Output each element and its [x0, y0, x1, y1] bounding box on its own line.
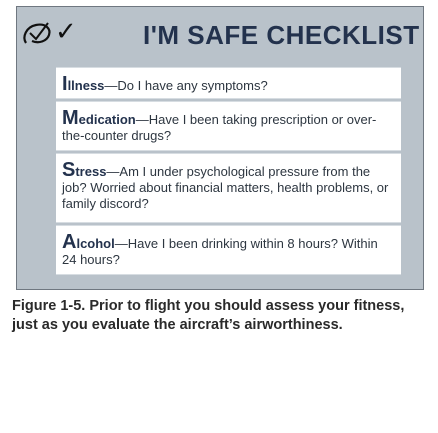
item-letter: A — [62, 231, 77, 253]
figure-caption: Figure 1-5. Prior to flight you should assess your fitness, just as you evaluate the aircraft’s airworthiness. — [12, 298, 405, 333]
list-item-stress — [56, 153, 401, 223]
title-row — [17, 17, 423, 53]
checklist-title: I'M SAFE CHECKLIST — [143, 20, 420, 50]
item-letter: S — [62, 159, 76, 181]
list-item-illness — [56, 67, 401, 99]
item-letter: M — [62, 107, 79, 129]
item-description: —Am I under psychological pressure from the job? Worried about financial matters, health problems, or family discord? — [62, 164, 389, 211]
list-item-medication — [56, 101, 401, 151]
item-keyword: llness — [67, 78, 105, 93]
checklist-panel — [16, 6, 424, 290]
clipboard-logo-icon — [20, 19, 54, 49]
item-description: —Have I been drinking within 8 hours? Within 24 hours? — [62, 236, 378, 267]
item-letter: I — [62, 73, 68, 95]
item-keyword: edication — [78, 112, 136, 127]
item-description: —Do I have any symptoms? — [104, 78, 268, 93]
list-item-alcohol — [56, 225, 401, 275]
check-mark-icon: ✓ — [55, 16, 77, 46]
item-keyword: tress — [75, 164, 107, 179]
item-description: —Have I been taking prescription or over-the-counter drugs? — [62, 112, 377, 143]
item-keyword: lcohol — [76, 236, 115, 251]
